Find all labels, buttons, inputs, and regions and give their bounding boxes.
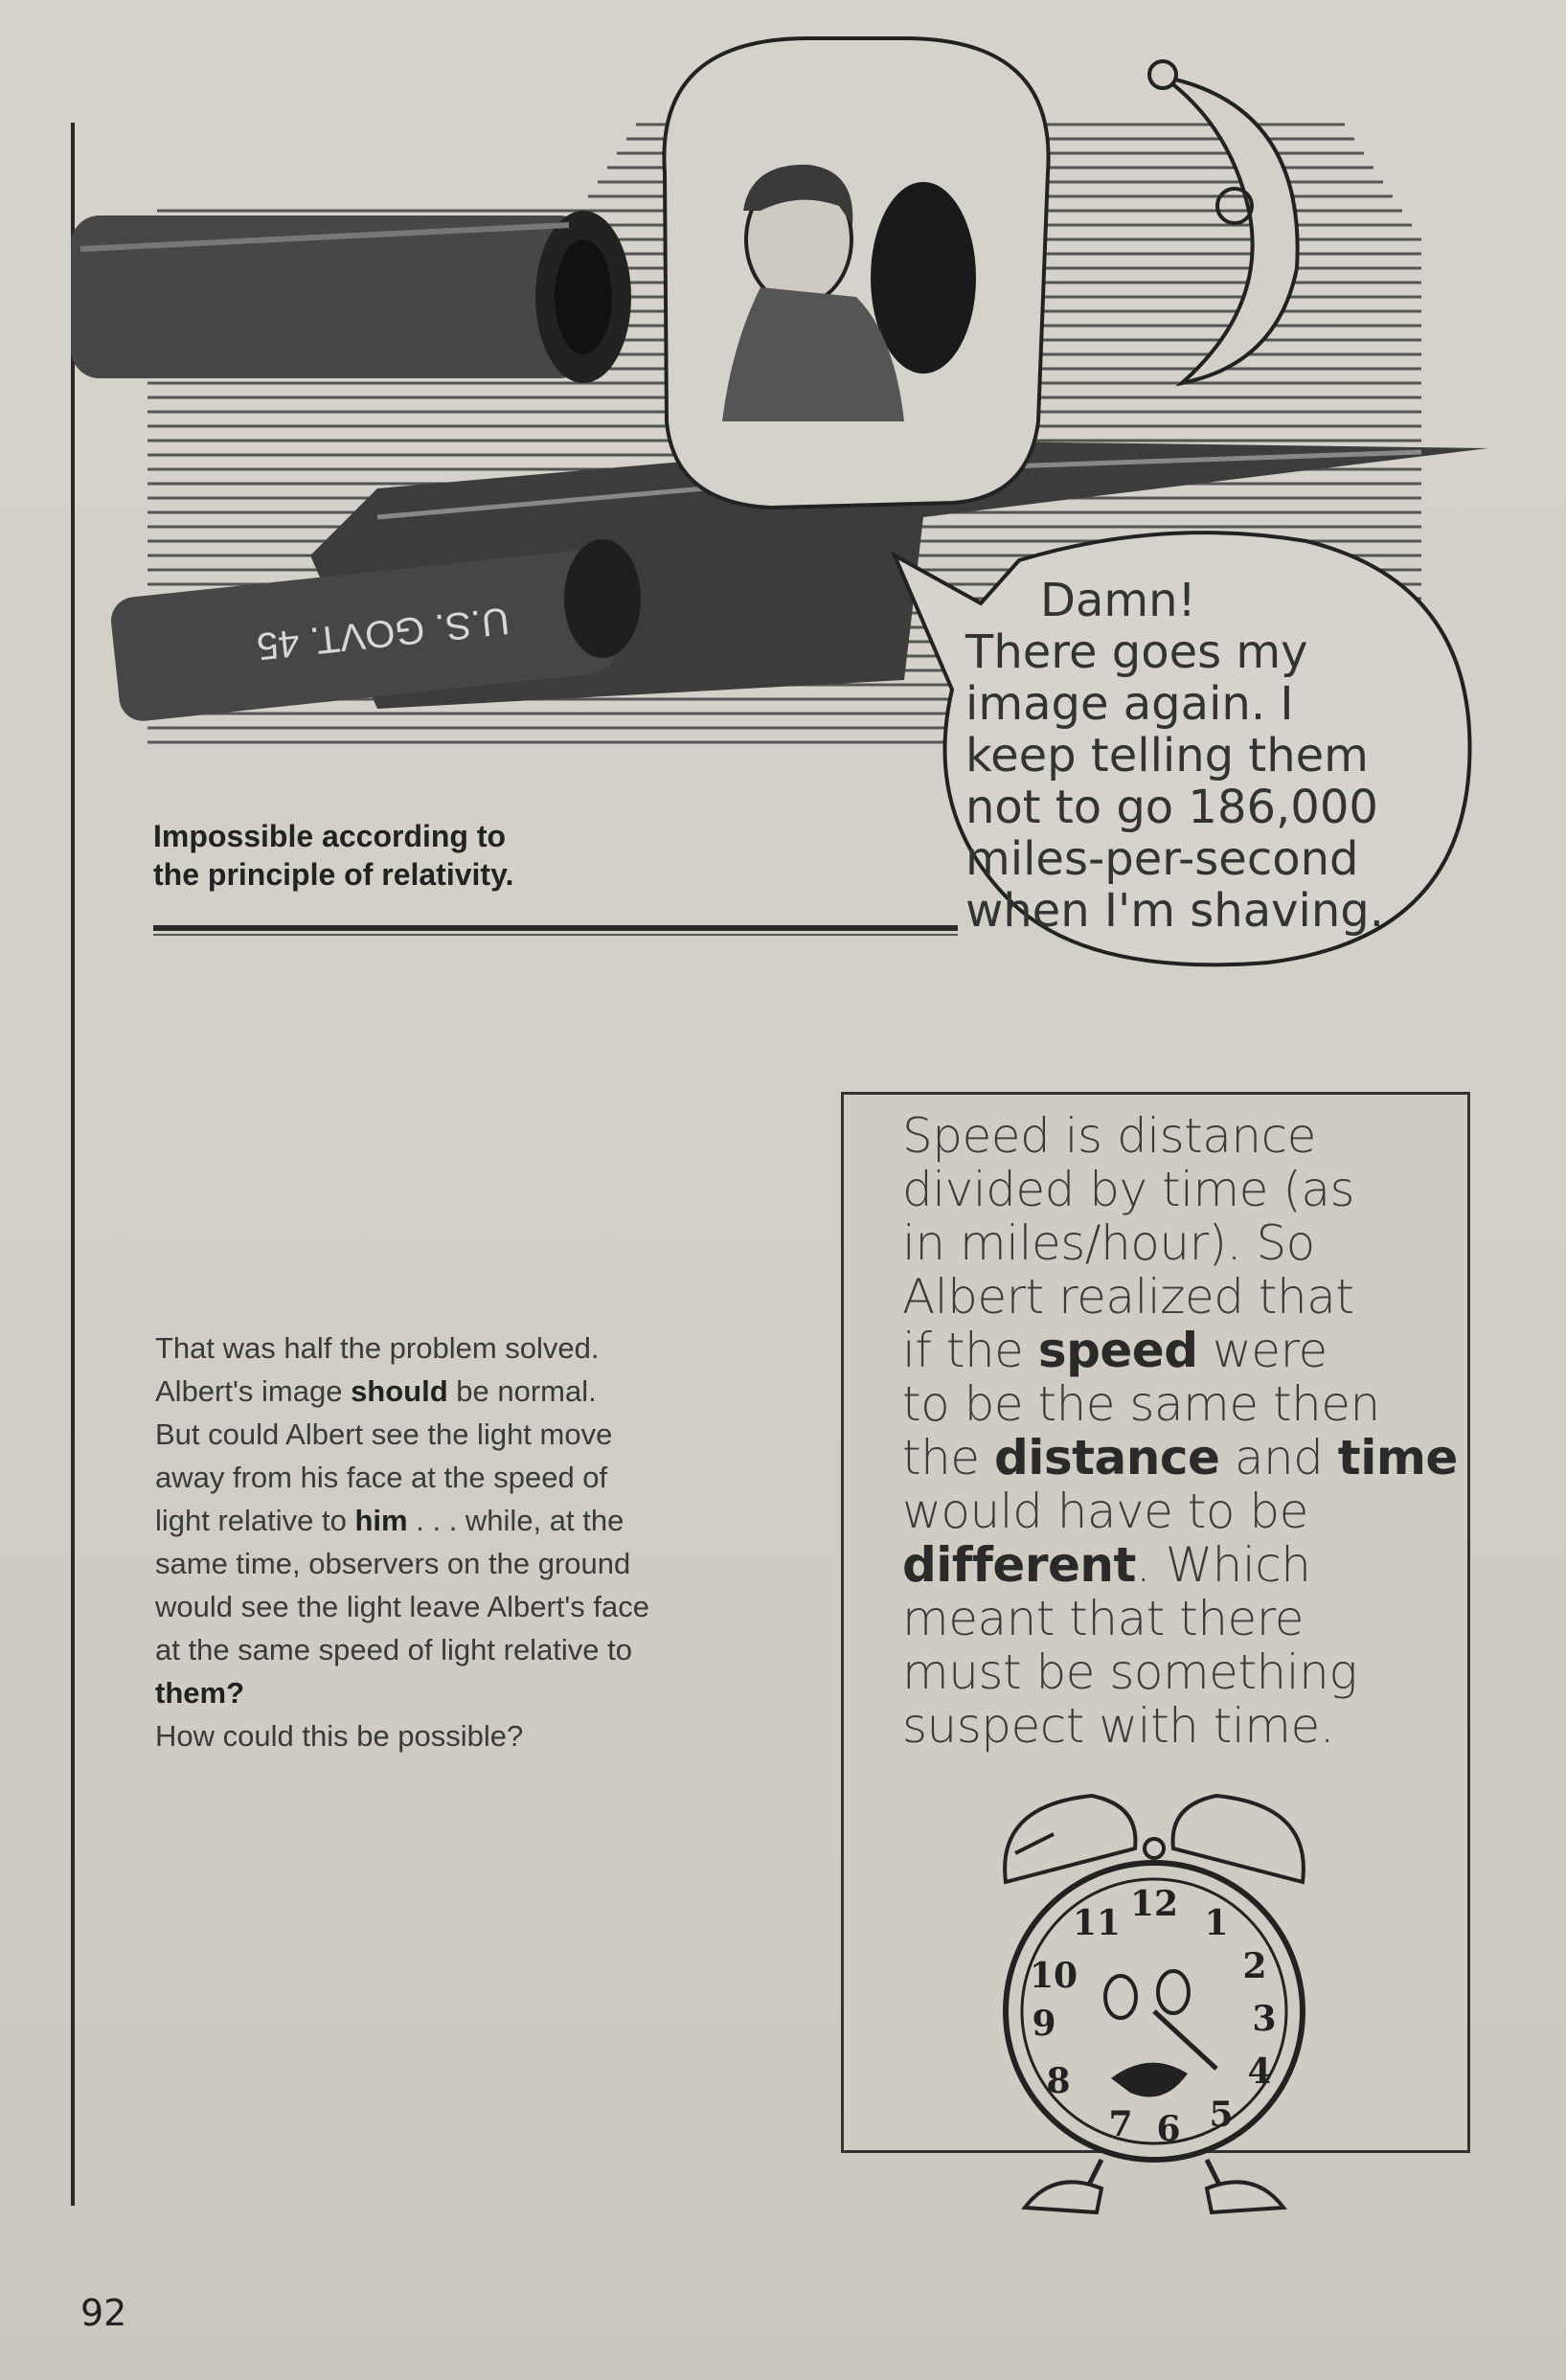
clock-numeral: 12 xyxy=(1129,1884,1179,1924)
box-line: Speed is distance xyxy=(902,1108,1316,1164)
box-line: must be something xyxy=(902,1644,1357,1700)
page-number: 92 xyxy=(80,2292,127,2334)
box-line: would have to be xyxy=(902,1484,1308,1539)
bubble-line: image again. I xyxy=(965,677,1294,731)
text-line: would see the light leave Albert's face xyxy=(155,1590,650,1623)
caption-line: the principle of relativity. xyxy=(153,857,514,892)
caption-line: Impossible according to xyxy=(153,819,507,853)
gun-marking: U.S. GOVT. 45 xyxy=(255,599,511,668)
emphasis: different xyxy=(902,1537,1136,1593)
text-line: Albert's image should be normal. xyxy=(155,1374,597,1408)
text-line: How could this be possible? xyxy=(155,1719,524,1753)
text-line: light relative to him . . . while, at the xyxy=(155,1504,624,1537)
clock-numeral: 10 xyxy=(1029,1956,1078,1996)
clock-numeral: 5 xyxy=(1209,2095,1234,2135)
emphasis: should xyxy=(351,1374,448,1408)
box-line: if the speed were xyxy=(902,1323,1328,1378)
box-line: suspect with time. xyxy=(902,1698,1335,1754)
clock-numeral: 1 xyxy=(1204,1903,1229,1943)
text-line: But could Albert see the light move xyxy=(155,1417,613,1451)
text-line: at the same speed of light relative to xyxy=(155,1633,633,1666)
bubble-line: There goes my xyxy=(965,625,1308,679)
bubble-line: not to go 186,000 xyxy=(965,781,1378,834)
figure-caption xyxy=(153,817,651,894)
bubble-line: miles-per-second xyxy=(965,832,1359,886)
clock-numeral: 2 xyxy=(1242,1946,1267,1986)
text-line: That was half the problem solved. xyxy=(155,1331,600,1365)
box-line: to be the same then xyxy=(902,1376,1380,1432)
emphasis: distance xyxy=(993,1430,1220,1485)
upper-cylinder xyxy=(71,211,631,383)
alarm-clock-icon xyxy=(977,1777,1331,2227)
text-line: away from his face at the speed of xyxy=(155,1461,608,1494)
box-line: meant that there xyxy=(902,1591,1305,1646)
clock-numeral: 4 xyxy=(1247,2051,1272,2092)
clock-numeral: 11 xyxy=(1072,1903,1122,1943)
bubble-line: keep telling them xyxy=(965,729,1369,782)
box-line: Albert realized that xyxy=(902,1269,1354,1325)
emphasis: him xyxy=(354,1504,408,1537)
clock-numeral: 7 xyxy=(1108,2104,1133,2144)
clock-numeral: 6 xyxy=(1156,2109,1181,2149)
moon-face xyxy=(1149,61,1298,383)
speech-bubble-text xyxy=(965,575,1444,937)
emphasis: time xyxy=(1337,1430,1458,1485)
emphasis: them? xyxy=(155,1676,244,1710)
emphasis: speed xyxy=(1037,1323,1198,1378)
clock-numeral: 9 xyxy=(1032,2004,1056,2044)
caption-rule-thin xyxy=(153,934,958,936)
exclamation: Damn! xyxy=(1040,574,1196,627)
bubble-line: when I'm shaving. xyxy=(965,884,1384,938)
box-line: the distance and time xyxy=(902,1430,1458,1485)
sidebar-box-text xyxy=(902,1109,1458,1753)
clock-numeral: 8 xyxy=(1046,2061,1071,2101)
box-line: divided by time (as xyxy=(902,1162,1355,1217)
thought-capsule xyxy=(664,38,1048,508)
box-line: different. Which xyxy=(902,1537,1311,1593)
text-line xyxy=(155,1671,768,1714)
text-line: same time, observers on the ground xyxy=(155,1547,631,1580)
box-line: in miles/hour). So xyxy=(902,1215,1315,1271)
caption-rule xyxy=(153,925,958,931)
clock-numeral: 3 xyxy=(1252,1999,1277,2039)
body-paragraph xyxy=(155,1326,768,1757)
